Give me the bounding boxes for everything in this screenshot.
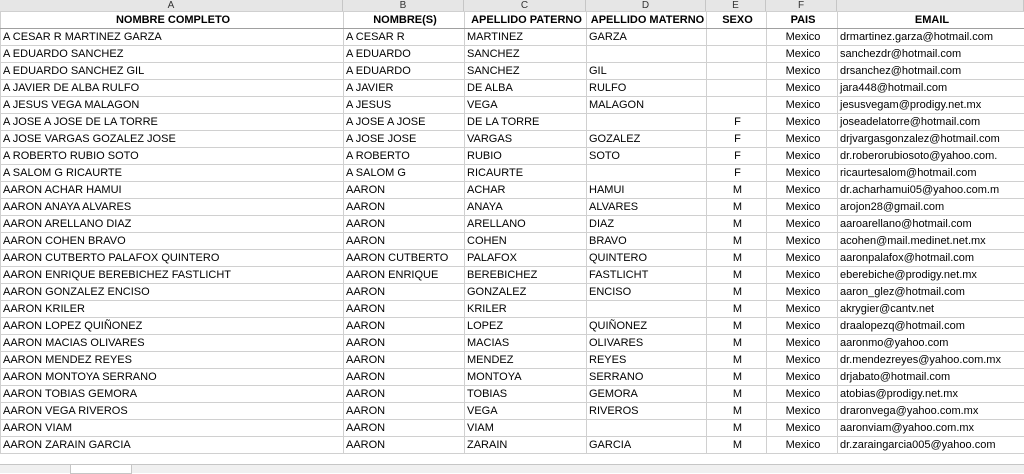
table-cell[interactable]: aaronviam@yahoo.com.mx xyxy=(838,420,1024,437)
table-cell[interactable]: VARGAS xyxy=(465,131,587,148)
table-row xyxy=(1,46,1024,63)
table-cell[interactable] xyxy=(707,63,767,80)
table-cell[interactable]: AARON COHEN BRAVO xyxy=(1,233,344,250)
header-cell[interactable]: APELLIDO MATERNO xyxy=(587,12,707,29)
table-cell[interactable]: Mexico xyxy=(767,284,838,301)
table-cell[interactable]: AARON MACIAS OLIVARES xyxy=(1,335,344,352)
table-row xyxy=(1,148,1024,165)
table-cell[interactable]: AARON GONZALEZ ENCISO xyxy=(1,284,344,301)
table-cell[interactable]: GOZALEZ xyxy=(587,131,707,148)
table-cell[interactable] xyxy=(707,97,767,114)
table-cell[interactable]: TOBIAS xyxy=(465,386,587,403)
table-cell[interactable]: AARON xyxy=(344,335,465,352)
table-cell[interactable]: AARON xyxy=(344,199,465,216)
table-cell[interactable]: AARON MONTOYA SERRANO xyxy=(1,369,344,386)
table-cell[interactable]: GARZA xyxy=(587,29,707,46)
table-cell[interactable]: M xyxy=(707,369,767,386)
table-row xyxy=(1,131,1024,148)
table-cell[interactable]: dr.mendezreyes@yahoo.com.mx xyxy=(838,352,1024,369)
table-cell[interactable]: M xyxy=(707,250,767,267)
table-cell[interactable]: dr.zaraingarcia005@yahoo.com xyxy=(838,437,1024,454)
table-cell[interactable]: M xyxy=(707,437,767,454)
table-cell[interactable]: M xyxy=(707,199,767,216)
table-cell[interactable]: ARELLANO xyxy=(465,216,587,233)
table-cell[interactable]: M xyxy=(707,216,767,233)
table-cell[interactable]: F xyxy=(707,165,767,182)
table-cell[interactable]: BEREBICHEZ xyxy=(465,267,587,284)
table-cell[interactable]: A ROBERTO RUBIO SOTO xyxy=(1,148,344,165)
table-cell[interactable]: acohen@mail.medinet.net.mx xyxy=(838,233,1024,250)
sheet-tab[interactable] xyxy=(70,465,132,474)
table-cell[interactable]: AARON xyxy=(344,403,465,420)
table-cell[interactable]: Mexico xyxy=(767,369,838,386)
table-cell[interactable]: M xyxy=(707,301,767,318)
table-cell[interactable]: GARCIA xyxy=(587,437,707,454)
table-row xyxy=(1,267,1024,284)
table-cell[interactable]: GONZALEZ xyxy=(465,284,587,301)
table-cell[interactable]: SANCHEZ xyxy=(465,63,587,80)
column-letter-f[interactable]: F xyxy=(766,0,837,11)
table-cell[interactable]: FASTLICHT xyxy=(587,267,707,284)
table-cell[interactable]: A JAVIER xyxy=(344,80,465,97)
table-cell[interactable]: AARON LOPEZ QUIÑONEZ xyxy=(1,318,344,335)
table-cell[interactable]: Mexico xyxy=(767,148,838,165)
table-cell[interactable]: RICAURTE xyxy=(465,165,587,182)
table-cell[interactable]: ANAYA xyxy=(465,199,587,216)
table-cell[interactable]: Mexico xyxy=(767,233,838,250)
table-cell[interactable]: MONTOYA xyxy=(465,369,587,386)
table-cell[interactable]: dr.roberorubiosoto@yahoo.com. xyxy=(838,148,1024,165)
table-cell[interactable]: Mexico xyxy=(767,165,838,182)
table-cell[interactable]: M xyxy=(707,267,767,284)
table-cell[interactable]: AARON xyxy=(344,386,465,403)
table-cell[interactable] xyxy=(707,46,767,63)
table-row xyxy=(1,420,1024,437)
table-cell[interactable]: eberebiche@prodigy.net.mx xyxy=(838,267,1024,284)
table-cell[interactable] xyxy=(707,80,767,97)
table-cell[interactable]: BRAVO xyxy=(587,233,707,250)
table-row xyxy=(1,250,1024,267)
table-cell[interactable]: COHEN xyxy=(465,233,587,250)
table-cell[interactable]: F xyxy=(707,131,767,148)
table-cell[interactable]: A ROBERTO xyxy=(344,148,465,165)
table-cell[interactable]: ZARAIN xyxy=(465,437,587,454)
table-cell[interactable]: OLIVARES xyxy=(587,335,707,352)
table-cell[interactable]: AARON xyxy=(344,233,465,250)
table-cell[interactable]: A JAVIER DE ALBA RULFO xyxy=(1,80,344,97)
table-cell[interactable]: DIAZ xyxy=(587,216,707,233)
table-cell[interactable]: VEGA xyxy=(465,403,587,420)
column-letter-g[interactable] xyxy=(837,0,1024,11)
table-cell[interactable] xyxy=(587,114,707,131)
table-cell[interactable]: KRILER xyxy=(465,301,587,318)
table-cell[interactable]: GEMORA xyxy=(587,386,707,403)
table-cell[interactable]: M xyxy=(707,420,767,437)
table-cell[interactable]: AARON VEGA RIVEROS xyxy=(1,403,344,420)
table-cell[interactable]: aaron_glez@hotmail.com xyxy=(838,284,1024,301)
table-cell[interactable]: Mexico xyxy=(767,352,838,369)
table-cell[interactable]: AARON ANAYA ALVARES xyxy=(1,199,344,216)
table-cell[interactable]: Mexico xyxy=(767,114,838,131)
table-cell[interactable]: jesusvegam@prodigy.net.mx xyxy=(838,97,1024,114)
table-cell[interactable]: M xyxy=(707,182,767,199)
table-cell[interactable]: Mexico xyxy=(767,267,838,284)
table-cell[interactable]: AARON ARELLANO DIAZ xyxy=(1,216,344,233)
table-cell[interactable]: AARON ENRIQUE xyxy=(344,267,465,284)
table-cell[interactable]: arojon28@gmail.com xyxy=(838,199,1024,216)
spreadsheet-grid xyxy=(0,11,1024,454)
table-row xyxy=(1,97,1024,114)
table-cell[interactable]: QUIÑONEZ xyxy=(587,318,707,335)
table-row xyxy=(1,182,1024,199)
table-cell[interactable]: AARON xyxy=(344,437,465,454)
table-cell[interactable]: AARON xyxy=(344,318,465,335)
column-letter-a[interactable]: A xyxy=(0,0,343,11)
column-letter-e[interactable]: E xyxy=(706,0,766,11)
table-row xyxy=(1,335,1024,352)
table-cell[interactable]: DE LA TORRE xyxy=(465,114,587,131)
table-cell[interactable]: sanchezdr@hotmail.com xyxy=(838,46,1024,63)
table-cell[interactable]: drjabato@hotmail.com xyxy=(838,369,1024,386)
table-cell[interactable]: joseadelatorre@hotmail.com xyxy=(838,114,1024,131)
table-cell[interactable]: HAMUI xyxy=(587,182,707,199)
table-cell[interactable]: MARTINEZ xyxy=(465,29,587,46)
table-cell[interactable]: Mexico xyxy=(767,335,838,352)
table-cell[interactable]: A JOSE VARGAS GOZALEZ JOSE xyxy=(1,131,344,148)
header-cell[interactable]: NOMBRE(S) xyxy=(344,12,465,29)
table-cell[interactable]: A CESAR R MARTINEZ GARZA xyxy=(1,29,344,46)
table-cell[interactable]: A CESAR R xyxy=(344,29,465,46)
table-cell[interactable]: Mexico xyxy=(767,46,838,63)
header-row xyxy=(1,12,1024,29)
table-cell[interactable]: Mexico xyxy=(767,318,838,335)
table-cell[interactable]: aaroarellano@hotmail.com xyxy=(838,216,1024,233)
table-cell[interactable]: Mexico xyxy=(767,97,838,114)
header-cell[interactable]: NOMBRE COMPLETO xyxy=(1,12,344,29)
table-row xyxy=(1,301,1024,318)
table-cell[interactable]: Mexico xyxy=(767,403,838,420)
table-row xyxy=(1,114,1024,131)
table-cell[interactable]: REYES xyxy=(587,352,707,369)
table-row xyxy=(1,216,1024,233)
table-cell[interactable]: Mexico xyxy=(767,182,838,199)
table-row xyxy=(1,386,1024,403)
table-cell[interactable]: AARON TOBIAS GEMORA xyxy=(1,386,344,403)
table-cell[interactable]: jara448@hotmail.com xyxy=(838,80,1024,97)
table-cell[interactable]: AARON ZARAIN GARCIA xyxy=(1,437,344,454)
table-cell[interactable]: AARON xyxy=(344,301,465,318)
table-cell[interactable]: AARON xyxy=(344,182,465,199)
table-cell[interactable]: A JESUS VEGA MALAGON xyxy=(1,97,344,114)
table-cell[interactable]: M xyxy=(707,352,767,369)
table-cell[interactable]: ricaurtesalom@hotmail.com xyxy=(838,165,1024,182)
table-cell[interactable]: M xyxy=(707,403,767,420)
table-cell[interactable]: RULFO xyxy=(587,80,707,97)
table-cell[interactable]: AARON CUTBERTO xyxy=(344,250,465,267)
table-row xyxy=(1,29,1024,46)
table-cell[interactable]: RIVEROS xyxy=(587,403,707,420)
table-cell[interactable]: AARON ENRIQUE BEREBICHEZ FASTLICHT xyxy=(1,267,344,284)
table-cell[interactable]: AARON xyxy=(344,369,465,386)
table-cell[interactable]: VIAM xyxy=(465,420,587,437)
column-letter-d[interactable]: D xyxy=(586,0,706,11)
table-cell[interactable]: AARON ACHAR HAMUI xyxy=(1,182,344,199)
table-cell[interactable]: drjvargasgonzalez@hotmail.com xyxy=(838,131,1024,148)
table-cell[interactable] xyxy=(587,165,707,182)
table-cell[interactable]: Mexico xyxy=(767,63,838,80)
table-row xyxy=(1,233,1024,250)
table-cell[interactable]: draalopezq@hotmail.com xyxy=(838,318,1024,335)
table-cell[interactable]: MALAGON xyxy=(587,97,707,114)
header-cell[interactable]: SEXO xyxy=(707,12,767,29)
table-cell[interactable]: LOPEZ xyxy=(465,318,587,335)
column-letter-c[interactable]: C xyxy=(464,0,586,11)
table-cell[interactable]: F xyxy=(707,148,767,165)
table-cell[interactable]: VEGA xyxy=(465,97,587,114)
table-cell[interactable]: drsanchez@hotmail.com xyxy=(838,63,1024,80)
table-cell[interactable]: M xyxy=(707,284,767,301)
table-cell[interactable]: SANCHEZ xyxy=(465,46,587,63)
table-cell[interactable]: AARON xyxy=(344,216,465,233)
table-row xyxy=(1,369,1024,386)
table-cell[interactable]: M xyxy=(707,318,767,335)
table-row xyxy=(1,318,1024,335)
table-cell[interactable]: Mexico xyxy=(767,437,838,454)
table-row xyxy=(1,284,1024,301)
table-cell[interactable]: M xyxy=(707,386,767,403)
table-cell[interactable]: A JESUS xyxy=(344,97,465,114)
table-cell[interactable]: aaronpalafox@hotmail.com xyxy=(838,250,1024,267)
table-cell[interactable]: akrygier@cantv.net xyxy=(838,301,1024,318)
table-cell[interactable]: Mexico xyxy=(767,420,838,437)
table-cell[interactable]: AARON VIAM xyxy=(1,420,344,437)
table-cell[interactable]: AARON xyxy=(344,352,465,369)
table-cell[interactable]: draronvega@yahoo.com.mx xyxy=(838,403,1024,420)
table-cell[interactable]: drmartinez.garza@hotmail.com xyxy=(838,29,1024,46)
table-cell[interactable]: Mexico xyxy=(767,250,838,267)
table-cell[interactable]: ALVARES xyxy=(587,199,707,216)
table-cell[interactable]: GIL xyxy=(587,63,707,80)
table-cell[interactable] xyxy=(587,301,707,318)
table-cell[interactable]: F xyxy=(707,114,767,131)
table-cell[interactable] xyxy=(587,420,707,437)
table-cell[interactable]: A EDUARDO xyxy=(344,63,465,80)
table-cell[interactable]: AARON KRILER xyxy=(1,301,344,318)
table-cell[interactable]: MACIAS xyxy=(465,335,587,352)
table-cell[interactable]: A JOSE A JOSE DE LA TORRE xyxy=(1,114,344,131)
table-cell[interactable]: DE ALBA xyxy=(465,80,587,97)
table-cell[interactable]: A SALOM G xyxy=(344,165,465,182)
table-cell[interactable]: Mexico xyxy=(767,131,838,148)
table-cell[interactable]: A SALOM G RICAURTE xyxy=(1,165,344,182)
table-cell[interactable]: RUBIO xyxy=(465,148,587,165)
table-cell[interactable]: A EDUARDO SANCHEZ xyxy=(1,46,344,63)
table-cell[interactable]: AARON xyxy=(344,420,465,437)
table-cell[interactable]: Mexico xyxy=(767,29,838,46)
table-cell[interactable]: Mexico xyxy=(767,199,838,216)
table-cell[interactable]: A JOSE A JOSE xyxy=(344,114,465,131)
table-row xyxy=(1,80,1024,97)
table-row xyxy=(1,403,1024,420)
table-cell[interactable]: SERRANO xyxy=(587,369,707,386)
table-row xyxy=(1,165,1024,182)
table-cell[interactable]: dr.acharhamui05@yahoo.com.m xyxy=(838,182,1024,199)
table-cell[interactable]: PALAFOX xyxy=(465,250,587,267)
table-cell[interactable]: AARON xyxy=(344,284,465,301)
table-cell[interactable]: Mexico xyxy=(767,301,838,318)
table-cell[interactable]: A JOSE JOSE xyxy=(344,131,465,148)
table-row xyxy=(1,352,1024,369)
table-row xyxy=(1,199,1024,216)
table-cell[interactable]: M xyxy=(707,233,767,250)
table-cell[interactable]: ACHAR xyxy=(465,182,587,199)
table-cell[interactable]: Mexico xyxy=(767,216,838,233)
table-cell[interactable]: A EDUARDO xyxy=(344,46,465,63)
header-cell[interactable]: EMAIL xyxy=(838,12,1024,29)
table-cell[interactable] xyxy=(707,29,767,46)
table-cell[interactable]: Mexico xyxy=(767,80,838,97)
table-row xyxy=(1,63,1024,80)
table-cell[interactable]: atobias@prodigy.net.mx xyxy=(838,386,1024,403)
table-cell[interactable] xyxy=(587,46,707,63)
table-cell[interactable]: Mexico xyxy=(767,386,838,403)
table-cell[interactable]: AARON CUTBERTO PALAFOX QUINTERO xyxy=(1,250,344,267)
table-cell[interactable]: A EDUARDO SANCHEZ GIL xyxy=(1,63,344,80)
column-letter-b[interactable]: B xyxy=(343,0,464,11)
table-cell[interactable]: MENDEZ xyxy=(465,352,587,369)
table-cell[interactable]: SOTO xyxy=(587,148,707,165)
header-cell[interactable]: PAIS xyxy=(767,12,838,29)
header-cell[interactable]: APELLIDO PATERNO xyxy=(465,12,587,29)
table-row xyxy=(1,437,1024,454)
table-cell[interactable]: AARON MENDEZ REYES xyxy=(1,352,344,369)
table-cell[interactable]: QUINTERO xyxy=(587,250,707,267)
table-cell[interactable]: aaronmo@yahoo.com xyxy=(838,335,1024,352)
table-cell[interactable]: ENCISO xyxy=(587,284,707,301)
table-cell[interactable]: M xyxy=(707,335,767,352)
